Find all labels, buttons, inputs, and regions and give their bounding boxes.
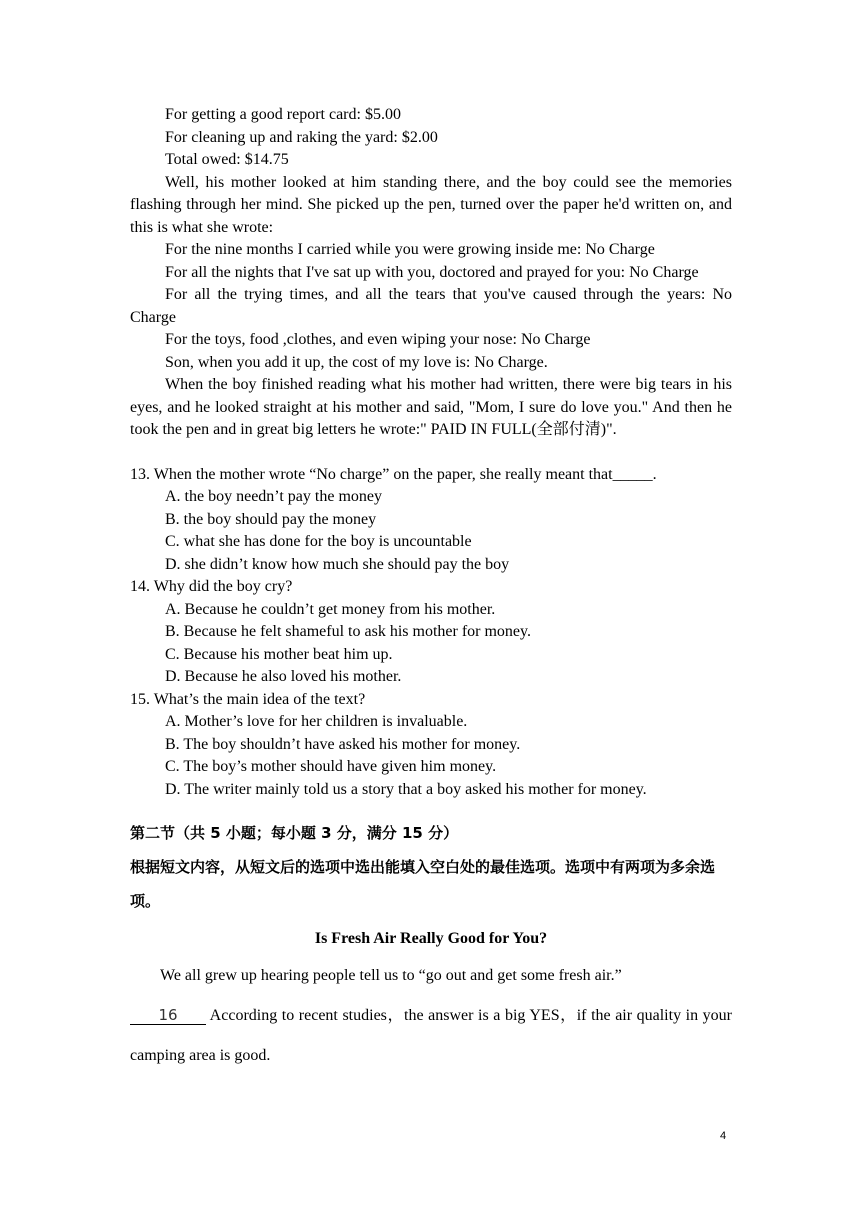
- answer-option: D. she didn’t know how much she should pay the boy: [165, 555, 510, 573]
- mother-line: For all the nights that I've sat up with you, doctored and prayed for you: No Charge: [165, 263, 699, 281]
- answer-option: C. Because his mother beat him up.: [165, 645, 393, 663]
- section-heading: 第二节（共 5 小题；每小题 3 分，满分 15 分）: [130, 824, 459, 842]
- answer-option: D. Because he also loved his mother.: [165, 668, 402, 685]
- answer-option: A. Because he couldn’t get money from his mother.: [165, 600, 496, 618]
- paragraph: When the boy finished reading what his mother had written, there were big tears in his eyes, and he looked straight at his mother and said, "Mom, I sure do love you." And then he took the pen and in great big letters he wrote:" PAID IN FULL(全部付清)".: [130, 376, 732, 438]
- passage-paragraph: [130, 996, 732, 1076]
- answer-option: A. the boy needn’t pay the money: [165, 488, 382, 505]
- mother-line: For the toys, food ,clothes, and even wiping your nose: No Charge: [165, 331, 591, 348]
- answer-option: A. Mother’s love for her children is invaluable.: [165, 713, 468, 730]
- question-13: [130, 464, 732, 577]
- question-15: [130, 689, 732, 802]
- section-instruction: 根据短文内容，从短文后的选项中选出能填入空白处的最佳选项。选项中有两项为多余选项。: [130, 858, 716, 910]
- answer-option: C. The boy’s mother should have given him money.: [165, 758, 497, 775]
- answer-option: B. Because he felt shameful to ask his mother for money.: [165, 623, 531, 640]
- mother-line: For all the trying times, and all the tears that you've caused through the years: No Charge: [130, 286, 732, 326]
- question-stem: 13. When the mother wrote “No charge” on the paper, she really meant that_____.: [130, 465, 657, 483]
- answer-option: B. the boy should pay the money: [165, 510, 377, 528]
- answer-blank-16[interactable]: 16: [130, 1006, 206, 1025]
- page-number: 4: [720, 1130, 727, 1142]
- mother-line: Son, when you add it up, the cost of my love is: No Charge.: [165, 353, 548, 371]
- answer-option: C. what she has done for the boy is uncountable: [165, 533, 472, 550]
- mother-line: For the nine months I carried while you were growing inside me: No Charge: [165, 241, 655, 258]
- passage-line: We all grew up hearing people tell us to “go out and get some fresh air.”: [160, 967, 622, 984]
- passage-title: Is Fresh Air Really Good for You?: [314, 930, 548, 947]
- spacer: [130, 801, 732, 817]
- bill-line: Total owed: $14.75: [165, 151, 289, 168]
- bill-line: For getting a good report card: $5.00: [165, 106, 401, 123]
- bill-line: For cleaning up and raking the yard: $2.00: [165, 128, 438, 146]
- question-14: [130, 576, 732, 689]
- passage-text: According to recent studies，the answer is a big YES，if the air quality in your camping area is good.: [130, 1007, 732, 1064]
- spacer: [130, 442, 732, 464]
- page-content: [130, 104, 732, 1076]
- question-stem: 15. What’s the main idea of the text?: [130, 690, 366, 708]
- question-stem: 14. Why did the boy cry?: [130, 578, 293, 595]
- paragraph: Well, his mother looked at him standing there, and the boy could see the memories flashing through her mind. She picked up the pen, turned over the paper he'd written on, and this is what she wrote:: [130, 173, 732, 236]
- answer-option: B. The boy shouldn’t have asked his mother for money.: [165, 735, 521, 753]
- answer-option: D. The writer mainly told us a story that a boy asked his mother for money.: [165, 780, 647, 798]
